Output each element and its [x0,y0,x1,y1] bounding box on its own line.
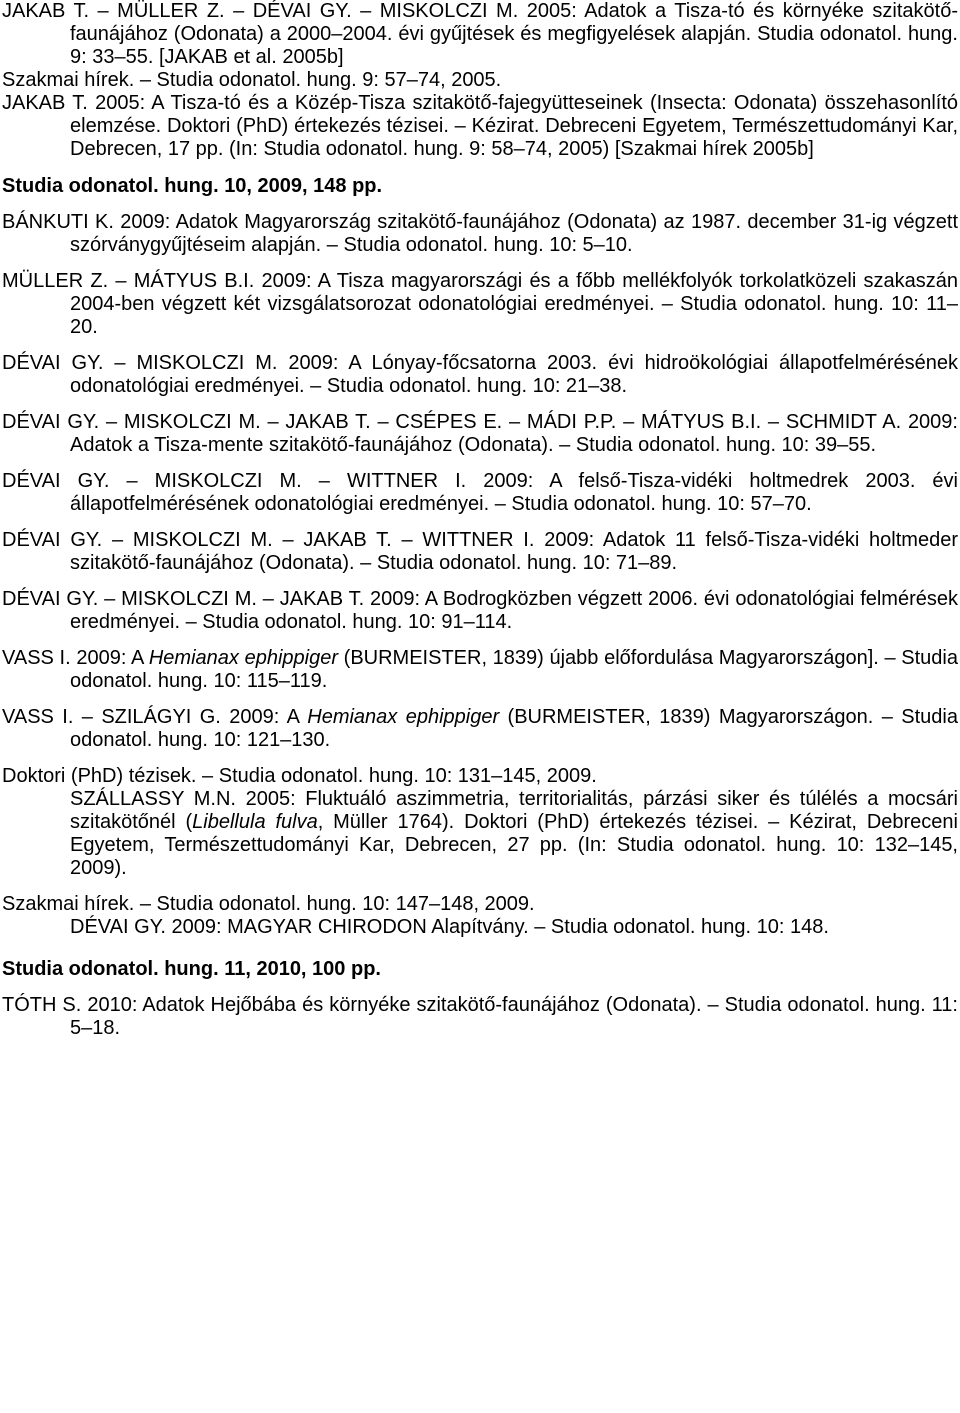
reference-text: SZÁLLASSY M.N. 2005: Fluktuáló aszimmetria, territorialitás, párzási siker és túlélés a mocsári szitakötőnél ( [70,788,958,833]
reference-text: (BURMEISTER, 1839) Magyarországon. – Studia odonatol. hung. 10: 121–130. [70,706,958,751]
reference-text: VASS I. – SZILÁGYI G. 2009: A [2,706,308,728]
section-line: Szakmai hírek. – Studia odonatol. hung. 10: 147–148, 2009. [2,893,535,915]
species-name: Hemianax ephippiger [148,647,338,669]
reference-entry: Szakmai hírek. – Studia odonatol. hung. 9: 57–74, 2005. [2,69,502,91]
reference-entry: DÉVAI GY. – MISKOLCZI M. – JAKAB T. – WITTNER I. 2009: Adatok 11 felső-Tisza-vidéki holtmeder szitakötő-faunájához (Odonata). – Studia odonatol. hung. 10: 71–89. [2,529,958,574]
section-line: Doktori (PhD) tézisek. – Studia odonatol. hung. 10: 131–145, 2009. [2,765,597,787]
reference-text: VASS I. 2009: A [2,647,149,669]
reference-entry [2,647,958,693]
reference-text: (BURMEISTER, 1839) újabb előfordulása Magyarországon]. – Studia odonatol. hung. 10: 115–119. [70,647,958,692]
reference-entry [2,706,958,752]
species-name: Libellula fulva [192,811,318,833]
reference-text: , Müller 1764). Doktori (PhD) értekezés tézisei. – Kézirat, Debreceni Egyetem, Természettudományi Kar, Debrecen, 27 pp. (In: Studia odonatol. hung. 10: 132–145, 2009). [70,811,958,879]
reference-entry: BÁNKUTI K. 2009: Adatok Magyarország szitakötő-faunájához (Odonata) az 1987. december 31-ig végzett szórványgyűjtéseim alapján. – Studia odonatol. hung. 10: 5–10. [2,211,958,256]
reference-entry [2,788,958,880]
reference-entry: DÉVAI GY. – MISKOLCZI M. 2009: A Lónyay-főcsatorna 2003. évi hidroökológiai állapotfelmérésének odonatológiai eredményei. – Studia odonatol. hung. 10: 21–38. [2,352,958,397]
reference-entry: JAKAB T. – MÜLLER Z. – DÉVAI GY. – MISKOLCZI M. 2005: Adatok a Tisza-tó és környéke szitakötő-faunájához (Odonata) a 2000–2004. évi gyűjtések és megfigyelések alapján. Studia odonatol. hung. 9: 33–55. [JAKAB et al. 2005b] [2,0,958,68]
reference-entry: JAKAB T. 2005: A Tisza-tó és a Közép-Tisza szitakötő-fajegyütteseinek (Insecta: Odonata) összehasonlító elemzése. Doktori (PhD) értekezés tézisei. – Kézirat. Debreceni Egyetem, Természettudományi Kar, Debrecen, 17 pp. (In: Studia odonatol. hung. 9: 58–74, 2005) [Szakmai hírek 2005b] [2,92,958,160]
reference-entry: DÉVAI GY. – MISKOLCZI M. – JAKAB T. – CSÉPES E. – MÁDI P.P. – MÁTYUS B.I. – SCHMIDT A. 2009: Adatok a Tisza-mente szitakötő-faunájához (Odonata). – Studia odonatol. hung. 10: 39–55. [2,411,958,456]
reference-entry: MÜLLER Z. – MÁTYUS B.I. 2009: A Tisza magyarországi és a főbb mellékfolyók torkolatközeli szakaszán 2004-ben végzett két vizsgálatsorozat odonatológiai eredményei. – Studia odonatol. hung. 10: 11–20. [2,270,958,338]
species-name: Hemianax ephippiger [307,706,500,728]
reference-entry: DÉVAI GY. – MISKOLCZI M. – WITTNER I. 2009: A felső-Tisza-vidéki holtmedrek 2003. évi állapotfelmérésének odonatológiai eredményei. – Studia odonatol. hung. 10: 57–70. [2,470,958,515]
reference-entry: TÓTH S. 2010: Adatok Hejőbába és környéke szitakötő-faunájához (Odonata). – Studia odonatol. hung. 11: 5–18. [2,994,958,1039]
reference-entry: DÉVAI GY. 2009: MAGYAR CHIRODON Alapítvány. – Studia odonatol. hung. 10: 148. [70,916,829,938]
volume-heading: Studia odonatol. hung. 10, 2009, 148 pp. [2,175,383,197]
reference-list [2,0,958,1040]
volume-heading: Studia odonatol. hung. 11, 2010, 100 pp. [2,958,381,980]
reference-entry: DÉVAI GY. – MISKOLCZI M. – JAKAB T. 2009: A Bodrogközben végzett 2006. évi odonatológiai felmérések eredményei. – Studia odonatol. hung. 10: 91–114. [2,588,958,633]
